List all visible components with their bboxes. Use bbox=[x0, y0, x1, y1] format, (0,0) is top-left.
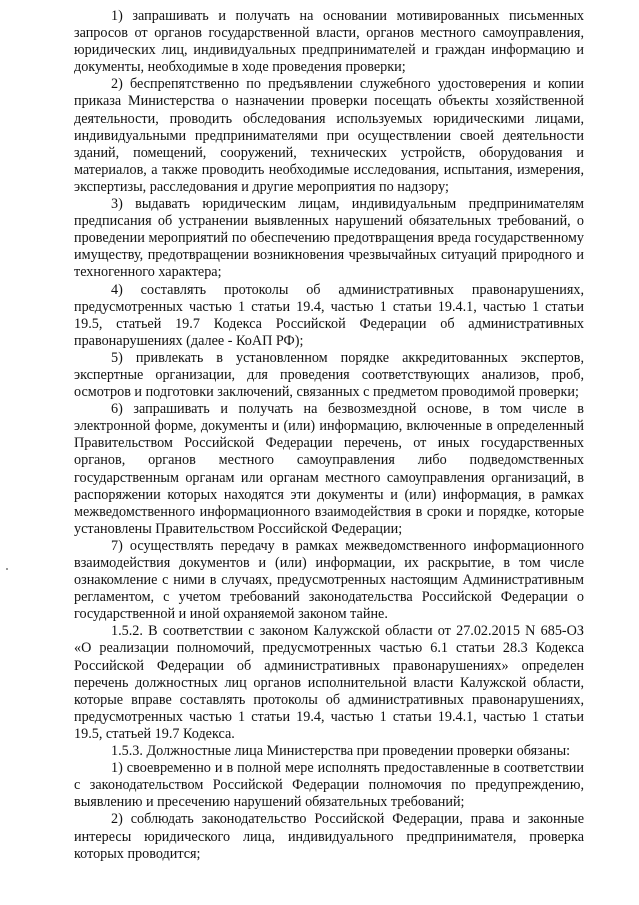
paragraph-right-1: 1) запрашивать и получать на основании мотивированных письменных запросов от органов государственной власти, органов местного самоуправления, юридических лиц, индивидуальных предпринимателей и граждан информацию и документы, необходимые в ходе проведения проверки; bbox=[74, 8, 584, 76]
paragraph-right-4: 4) составлять протоколы об административных правонарушениях, предусмотренных частью 1 статьи 19.4, частью 1 статьи 19.4.1, частью 1 статьи 19.5, статьей 19.7 Кодекса Российской Федерации об административных правонарушениях (далее - КоАП РФ); bbox=[74, 281, 584, 349]
paragraph-right-6: 6) запрашивать и получать на безвозмездной основе, в том числе в электронной форме, документы и (или) информацию, включенные в определенный Правительством Российской Федерации перечень, от иных государственных органов, органов местного самоуправления либо подведомственных государственным органам или органам местного самоуправления организаций, в распоряжении которых находятся эти документы и (или) информация, в рамках межведомственного информационного взаимодействия в сроки и порядке, которые установлены Правительством Российской Федерации; bbox=[74, 401, 584, 537]
paragraph-right-3: 3) выдавать юридическим лицам, индивидуальным предпринимателям предписания об устранении выявленных нарушений обязательных требований, о проведении мероприятий по обеспечению предотвращения вреда государственному имуществу, предотвращении возникновения чрезвычайных ситуаций природного и техногенного характера; bbox=[74, 196, 584, 281]
paragraph-duty-1: 1) своевременно и в полной мере исполнять предоставленные в соответствии с законодательством Российской Федерации полномочия по предупреждению, выявлению и пресечению нарушений обязательных требований; bbox=[74, 760, 584, 811]
paragraph-right-2: 2) беспрепятственно по предъявлении служебного удостоверения и копии приказа Министерства о назначении проверки посещать объекты хозяйственной деятельности, проводить обследования используемых юридическими лицами, индивидуальными предпринимателями при осуществлении своей деятельности зданий, помещений, сооружений, технических устройств, оборудования и материалов, а также проводить необходимые исследования, испытания, измерения, экспертизы, расследования и другие мероприятия по надзору; bbox=[74, 76, 584, 195]
paragraph-duty-2: 2) соблюдать законодательство Российской Федерации, права и законные интересы юридического лица, индивидуального предпринимателя, проверка которых проводится; bbox=[74, 811, 584, 862]
document-page bbox=[74, 8, 584, 863]
paragraph-section-1-5-2: 1.5.2. В соответствии с законом Калужской области от 27.02.2015 N 685-ОЗ «О реализации полномочий, предусмотренных частью 6.1 статьи 28.3 Кодекса Российской Федерации об административных правонарушениях» определен перечень должностных лиц органов исполнительной власти Калужской области, которые вправе составлять протоколы об административных правонарушениях, предусмотренных частью 1 статьи 19.4, частью 1 статьи 19.4.1, частью 1 статьи 19.5, статьей 19.7 Кодекса. bbox=[74, 623, 584, 742]
paragraph-right-5: 5) привлекать в установленном порядке аккредитованных экспертов, экспертные организации, для проведения соответствующих анализов, проб, осмотров и подготовки заключений, связанных с предметом проводимой проверки; bbox=[74, 349, 584, 401]
scan-artifact-dot bbox=[6, 568, 8, 570]
paragraph-right-7: 7) осуществлять передачу в рамках межведомственного информационного взаимодействия документов и (или) информации, их раскрытие, в том числе ознакомление с ними в случаях, предусмотренных настоящим Административным регламентом, с учетом требований законодательства Российской Федерации о государственной и иной охраняемой законом тайне. bbox=[74, 537, 584, 623]
paragraph-section-1-5-3: 1.5.3. Должностные лица Министерства при проведении проверки обязаны: bbox=[111, 743, 571, 760]
